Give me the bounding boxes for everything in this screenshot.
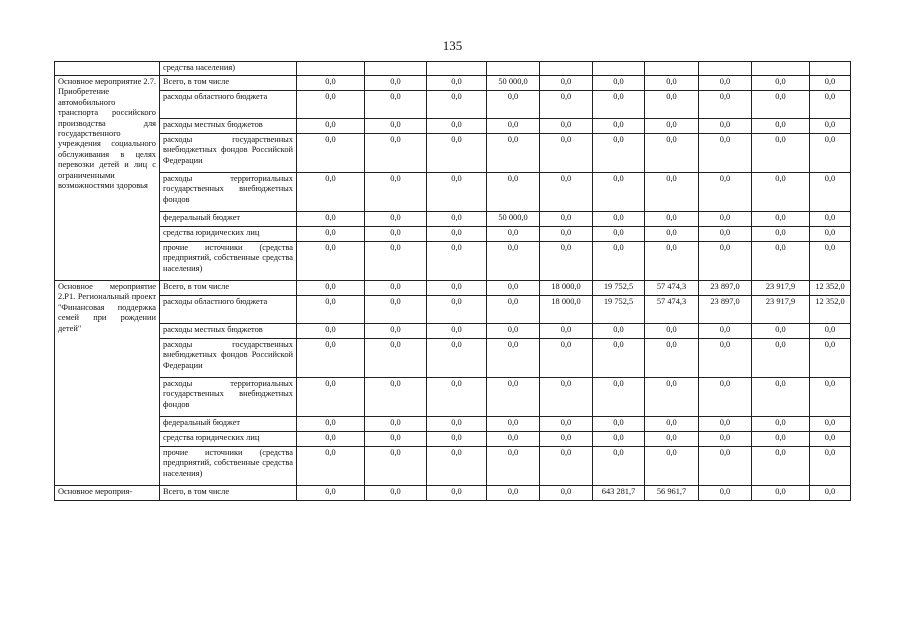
value-cell: 0,0 [752, 227, 810, 242]
value-cell: 0,0 [810, 242, 851, 281]
table-row [55, 339, 851, 378]
value-cell: 0,0 [297, 324, 365, 339]
value-cell: 0,0 [365, 324, 427, 339]
value-cell: 0,0 [365, 242, 427, 281]
value-cell: 0,0 [297, 417, 365, 432]
value-cell: 0,0 [593, 76, 645, 91]
value-cell: 0,0 [645, 173, 699, 212]
value-cell: 0,0 [297, 242, 365, 281]
value-cell: 0,0 [752, 324, 810, 339]
value-cell: 0,0 [427, 417, 487, 432]
value-cell: 0,0 [365, 212, 427, 227]
value-cell: 0,0 [593, 417, 645, 432]
value-cell: 0,0 [427, 324, 487, 339]
value-cell: 0,0 [752, 91, 810, 119]
table-row [55, 432, 851, 447]
funding-source-cell: Всего, в том числе [160, 76, 297, 91]
value-cell: 0,0 [699, 76, 752, 91]
value-cell: 23 897,0 [699, 296, 752, 324]
value-cell: 0,0 [752, 378, 810, 417]
value-cell: 0,0 [752, 417, 810, 432]
value-cell: 0,0 [487, 486, 540, 501]
value-cell: 0,0 [540, 324, 593, 339]
table-row [55, 62, 851, 76]
value-cell: 0,0 [365, 281, 427, 296]
value-cell: 0,0 [427, 432, 487, 447]
value-cell: 0,0 [810, 486, 851, 501]
value-cell: 0,0 [297, 134, 365, 173]
value-cell: 12 352,0 [810, 281, 851, 296]
value-cell: 0,0 [540, 432, 593, 447]
value-cell: 0,0 [540, 486, 593, 501]
value-cell: 19 752,5 [593, 281, 645, 296]
value-cell: 0,0 [297, 76, 365, 91]
value-cell: 0,0 [810, 134, 851, 173]
value-cell: 0,0 [427, 242, 487, 281]
value-cell: 0,0 [297, 212, 365, 227]
value-cell: 0,0 [365, 486, 427, 501]
table-row [55, 173, 851, 212]
value-cell: 0,0 [810, 76, 851, 91]
funding-source-cell: расходы территориальных государственных внебюджетных фондов [160, 173, 297, 212]
value-cell: 0,0 [540, 242, 593, 281]
funding-source-cell: федеральный бюджет [160, 417, 297, 432]
table-row [55, 76, 851, 91]
value-cell: 0,0 [645, 76, 699, 91]
value-cell: 0,0 [645, 417, 699, 432]
value-cell: 0,0 [810, 212, 851, 227]
value-cell: 0,0 [810, 339, 851, 378]
funding-source-cell: средства юридических лиц [160, 432, 297, 447]
value-cell: 0,0 [752, 339, 810, 378]
value-cell: 0,0 [297, 173, 365, 212]
value-cell: 0,0 [752, 76, 810, 91]
value-cell [365, 62, 427, 76]
value-cell: 0,0 [752, 173, 810, 212]
event-cell: Основное мероприятие 2.7. Приобретение автомобильного транспорта российского производства для государственного учреждения социального обслуживания в целях перевозки детей и лиц с ограниченными возможностями здоровья [55, 76, 160, 281]
value-cell: 0,0 [810, 91, 851, 119]
value-cell: 23 917,9 [752, 296, 810, 324]
value-cell: 0,0 [593, 432, 645, 447]
value-cell: 0,0 [810, 173, 851, 212]
value-cell: 0,0 [540, 339, 593, 378]
value-cell: 0,0 [487, 242, 540, 281]
value-cell: 0,0 [540, 173, 593, 212]
table-body [55, 62, 851, 501]
value-cell: 0,0 [810, 119, 851, 134]
value-cell: 0,0 [365, 134, 427, 173]
value-cell: 0,0 [810, 227, 851, 242]
value-cell: 0,0 [540, 76, 593, 91]
value-cell: 0,0 [427, 378, 487, 417]
event-cell [55, 62, 160, 76]
value-cell: 0,0 [810, 378, 851, 417]
value-cell: 0,0 [540, 417, 593, 432]
value-cell: 0,0 [699, 378, 752, 417]
funding-source-cell: расходы областного бюджета [160, 296, 297, 324]
value-cell: 0,0 [427, 173, 487, 212]
value-cell: 0,0 [699, 447, 752, 486]
value-cell: 0,0 [297, 227, 365, 242]
value-cell: 0,0 [487, 378, 540, 417]
value-cell [593, 62, 645, 76]
funding-source-cell: федеральный бюджет [160, 212, 297, 227]
value-cell: 0,0 [699, 134, 752, 173]
value-cell: 0,0 [297, 378, 365, 417]
value-cell: 57 474,3 [645, 281, 699, 296]
value-cell: 0,0 [699, 486, 752, 501]
value-cell: 0,0 [427, 296, 487, 324]
value-cell: 0,0 [593, 119, 645, 134]
value-cell: 0,0 [297, 91, 365, 119]
funding-source-cell: расходы территориальных государственных внебюджетных фондов [160, 378, 297, 417]
value-cell: 0,0 [810, 324, 851, 339]
value-cell: 0,0 [487, 417, 540, 432]
value-cell: 0,0 [593, 378, 645, 417]
table-row [55, 242, 851, 281]
value-cell: 0,0 [699, 173, 752, 212]
value-cell [297, 62, 365, 76]
value-cell: 0,0 [699, 432, 752, 447]
value-cell [645, 62, 699, 76]
value-cell: 50 000,0 [487, 76, 540, 91]
value-cell: 0,0 [427, 227, 487, 242]
funding-source-cell: средства населения) [160, 62, 297, 76]
value-cell: 0,0 [645, 447, 699, 486]
value-cell: 50 000,0 [487, 212, 540, 227]
value-cell: 0,0 [297, 281, 365, 296]
value-cell: 0,0 [365, 432, 427, 447]
value-cell: 0,0 [810, 432, 851, 447]
value-cell: 0,0 [593, 324, 645, 339]
funding-source-cell: средства юридических лиц [160, 227, 297, 242]
value-cell: 12 352,0 [810, 296, 851, 324]
table-row [55, 134, 851, 173]
value-cell: 0,0 [365, 339, 427, 378]
value-cell: 0,0 [752, 212, 810, 227]
value-cell: 0,0 [699, 339, 752, 378]
value-cell: 0,0 [593, 173, 645, 212]
value-cell: 0,0 [540, 134, 593, 173]
value-cell: 0,0 [487, 134, 540, 173]
event-cell: Основное мероприя- [55, 486, 160, 501]
value-cell: 643 281,7 [593, 486, 645, 501]
table-row [55, 447, 851, 486]
value-cell: 0,0 [487, 91, 540, 119]
table-row [55, 324, 851, 339]
value-cell: 0,0 [645, 324, 699, 339]
value-cell: 19 752,5 [593, 296, 645, 324]
table-row [55, 378, 851, 417]
value-cell: 0,0 [752, 486, 810, 501]
value-cell: 0,0 [427, 486, 487, 501]
value-cell: 0,0 [810, 447, 851, 486]
value-cell: 0,0 [365, 119, 427, 134]
funding-source-cell: прочие источники (средства предприятий, собственные средства населения) [160, 447, 297, 486]
value-cell: 0,0 [365, 378, 427, 417]
value-cell: 0,0 [645, 339, 699, 378]
budget-table [54, 61, 851, 501]
value-cell: 18 000,0 [540, 281, 593, 296]
value-cell: 0,0 [810, 417, 851, 432]
value-cell: 0,0 [645, 432, 699, 447]
value-cell: 0,0 [645, 119, 699, 134]
table-row [55, 281, 851, 296]
value-cell: 0,0 [365, 296, 427, 324]
funding-source-cell: прочие источники (средства предприятий, собственные средства населения) [160, 242, 297, 281]
funding-source-cell: Всего, в том числе [160, 486, 297, 501]
funding-source-cell: расходы государственных внебюджетных фондов Российской Федерации [160, 339, 297, 378]
value-cell: 0,0 [427, 447, 487, 486]
value-cell: 0,0 [645, 227, 699, 242]
value-cell: 0,0 [365, 173, 427, 212]
value-cell: 0,0 [645, 212, 699, 227]
value-cell: 0,0 [365, 76, 427, 91]
funding-source-cell: расходы областного бюджета [160, 91, 297, 119]
value-cell: 0,0 [752, 242, 810, 281]
value-cell: 23 897,0 [699, 281, 752, 296]
value-cell: 0,0 [487, 119, 540, 134]
value-cell: 0,0 [699, 212, 752, 227]
value-cell: 0,0 [487, 296, 540, 324]
value-cell: 0,0 [365, 227, 427, 242]
value-cell [810, 62, 851, 76]
value-cell [487, 62, 540, 76]
value-cell [540, 62, 593, 76]
value-cell: 0,0 [427, 91, 487, 119]
value-cell: 0,0 [297, 432, 365, 447]
table-row [55, 417, 851, 432]
value-cell: 0,0 [297, 339, 365, 378]
value-cell: 0,0 [752, 447, 810, 486]
value-cell: 0,0 [297, 486, 365, 501]
value-cell: 0,0 [699, 242, 752, 281]
value-cell: 0,0 [487, 281, 540, 296]
value-cell: 18 000,0 [540, 296, 593, 324]
value-cell: 23 917,9 [752, 281, 810, 296]
value-cell: 57 474,3 [645, 296, 699, 324]
value-cell: 0,0 [297, 119, 365, 134]
value-cell: 0,0 [427, 339, 487, 378]
value-cell: 0,0 [427, 76, 487, 91]
value-cell: 0,0 [427, 212, 487, 227]
value-cell: 0,0 [297, 447, 365, 486]
value-cell [427, 62, 487, 76]
funding-source-cell: расходы местных бюджетов [160, 119, 297, 134]
value-cell: 0,0 [540, 119, 593, 134]
value-cell: 0,0 [699, 324, 752, 339]
value-cell: 0,0 [752, 119, 810, 134]
value-cell: 0,0 [487, 324, 540, 339]
table-row [55, 486, 851, 501]
value-cell [699, 62, 752, 76]
table-row [55, 212, 851, 227]
table-row [55, 227, 851, 242]
value-cell: 0,0 [593, 227, 645, 242]
funding-source-cell: расходы государственных внебюджетных фондов Российской Федерации [160, 134, 297, 173]
value-cell: 0,0 [593, 242, 645, 281]
value-cell: 0,0 [699, 227, 752, 242]
value-cell: 0,0 [365, 447, 427, 486]
value-cell: 0,0 [752, 134, 810, 173]
value-cell: 0,0 [699, 91, 752, 119]
value-cell: 0,0 [365, 417, 427, 432]
value-cell: 0,0 [297, 296, 365, 324]
value-cell: 0,0 [365, 91, 427, 119]
value-cell: 0,0 [593, 134, 645, 173]
value-cell: 0,0 [540, 91, 593, 119]
page-number: 135 [442, 38, 463, 53]
value-cell: 0,0 [540, 447, 593, 486]
value-cell: 0,0 [427, 119, 487, 134]
value-cell: 0,0 [540, 227, 593, 242]
value-cell: 0,0 [645, 378, 699, 417]
value-cell: 0,0 [752, 432, 810, 447]
value-cell: 0,0 [427, 281, 487, 296]
value-cell: 0,0 [593, 212, 645, 227]
value-cell: 0,0 [540, 212, 593, 227]
value-cell: 0,0 [645, 134, 699, 173]
value-cell: 0,0 [699, 119, 752, 134]
value-cell: 0,0 [487, 339, 540, 378]
value-cell: 0,0 [540, 378, 593, 417]
value-cell: 0,0 [487, 173, 540, 212]
value-cell: 0,0 [645, 242, 699, 281]
value-cell: 0,0 [487, 227, 540, 242]
value-cell: 0,0 [645, 91, 699, 119]
funding-source-cell: Всего, в том числе [160, 281, 297, 296]
value-cell: 0,0 [593, 447, 645, 486]
table-row [55, 296, 851, 324]
funding-source-cell: расходы местных бюджетов [160, 324, 297, 339]
value-cell: 0,0 [593, 339, 645, 378]
event-cell: Основное мероприятие 2.Р1. Региональный проект "Финансовая поддержка семей при рождении детей" [55, 281, 160, 486]
value-cell: 0,0 [593, 91, 645, 119]
value-cell: 0,0 [427, 134, 487, 173]
table-row [55, 91, 851, 119]
value-cell [752, 62, 810, 76]
value-cell: 0,0 [487, 447, 540, 486]
table-row [55, 119, 851, 134]
value-cell: 56 961,7 [645, 486, 699, 501]
value-cell: 0,0 [699, 417, 752, 432]
value-cell: 0,0 [487, 432, 540, 447]
